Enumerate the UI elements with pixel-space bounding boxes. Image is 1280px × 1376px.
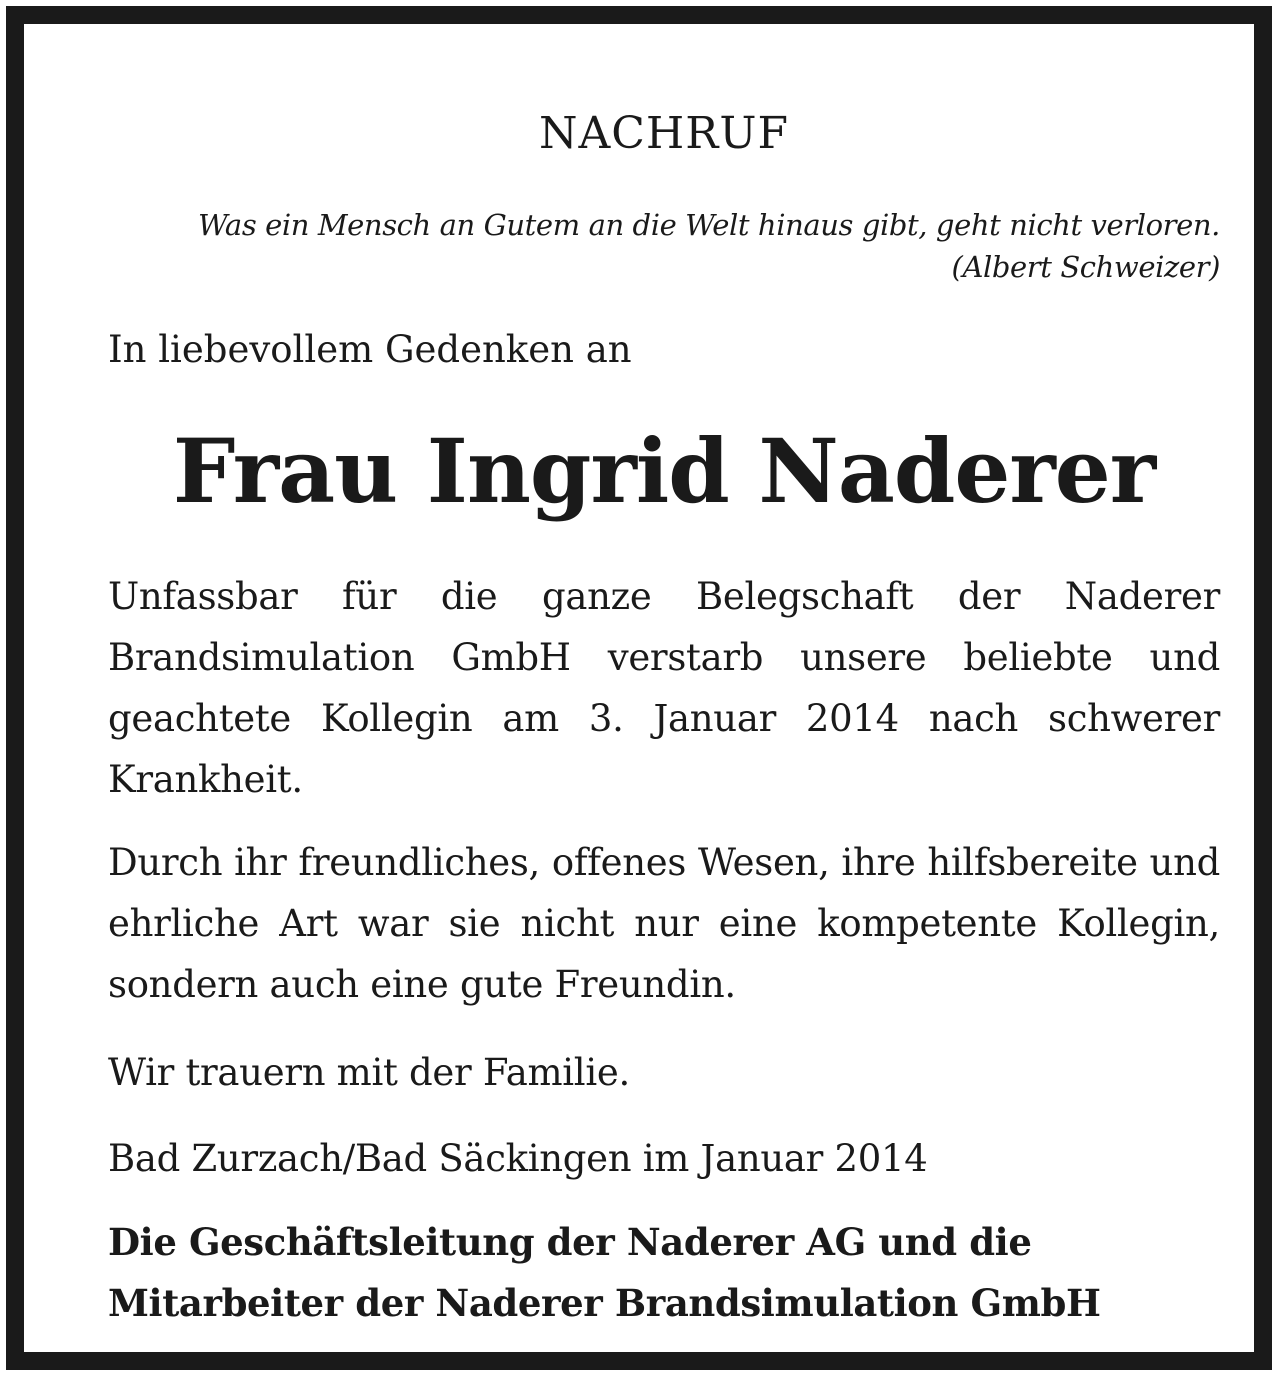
signature-line-2: Mitarbeiter der Naderer Brandsimulation GmbH <box>108 1281 1101 1325</box>
quote-block <box>108 204 1220 288</box>
paragraph-mourning: Wir trauern mit der Familie. <box>108 1051 630 1094</box>
paragraph-tribute: Durch ihr freundliches, offenes Wesen, ihre hilfsbereite und ehrliche Art war sie nicht nur eine kompetente Kollegin, sondern auch eine gute Freundin. <box>108 841 1220 1006</box>
paragraph-announcement: Unfassbar für die ganze Belegschaft der Naderer Brandsimulation GmbH verstarb unsere beliebte und geachtete Kollegin am 3. Januar 2014 nach schwerer Krankheit. <box>108 575 1220 801</box>
place-and-date: Bad Zurzach/Bad Säckingen im Januar 2014 <box>108 1137 928 1180</box>
quote-text: Was ein Mensch an Gutem an die Welt hinaus gibt, geht nicht verloren. <box>198 208 1220 242</box>
obituary-frame <box>6 6 1272 1370</box>
signature-line-1: Die Geschäftsleitung der Naderer AG und die <box>108 1220 1032 1264</box>
quote-author: (Albert Schweizer) <box>951 250 1220 284</box>
memorial-intro: In liebevollem Gedenken an <box>108 328 632 371</box>
deceased-name: Frau Ingrid Naderer <box>172 419 1156 523</box>
signature-block <box>108 1212 1101 1334</box>
obituary-heading: NACHRUF <box>538 108 790 159</box>
